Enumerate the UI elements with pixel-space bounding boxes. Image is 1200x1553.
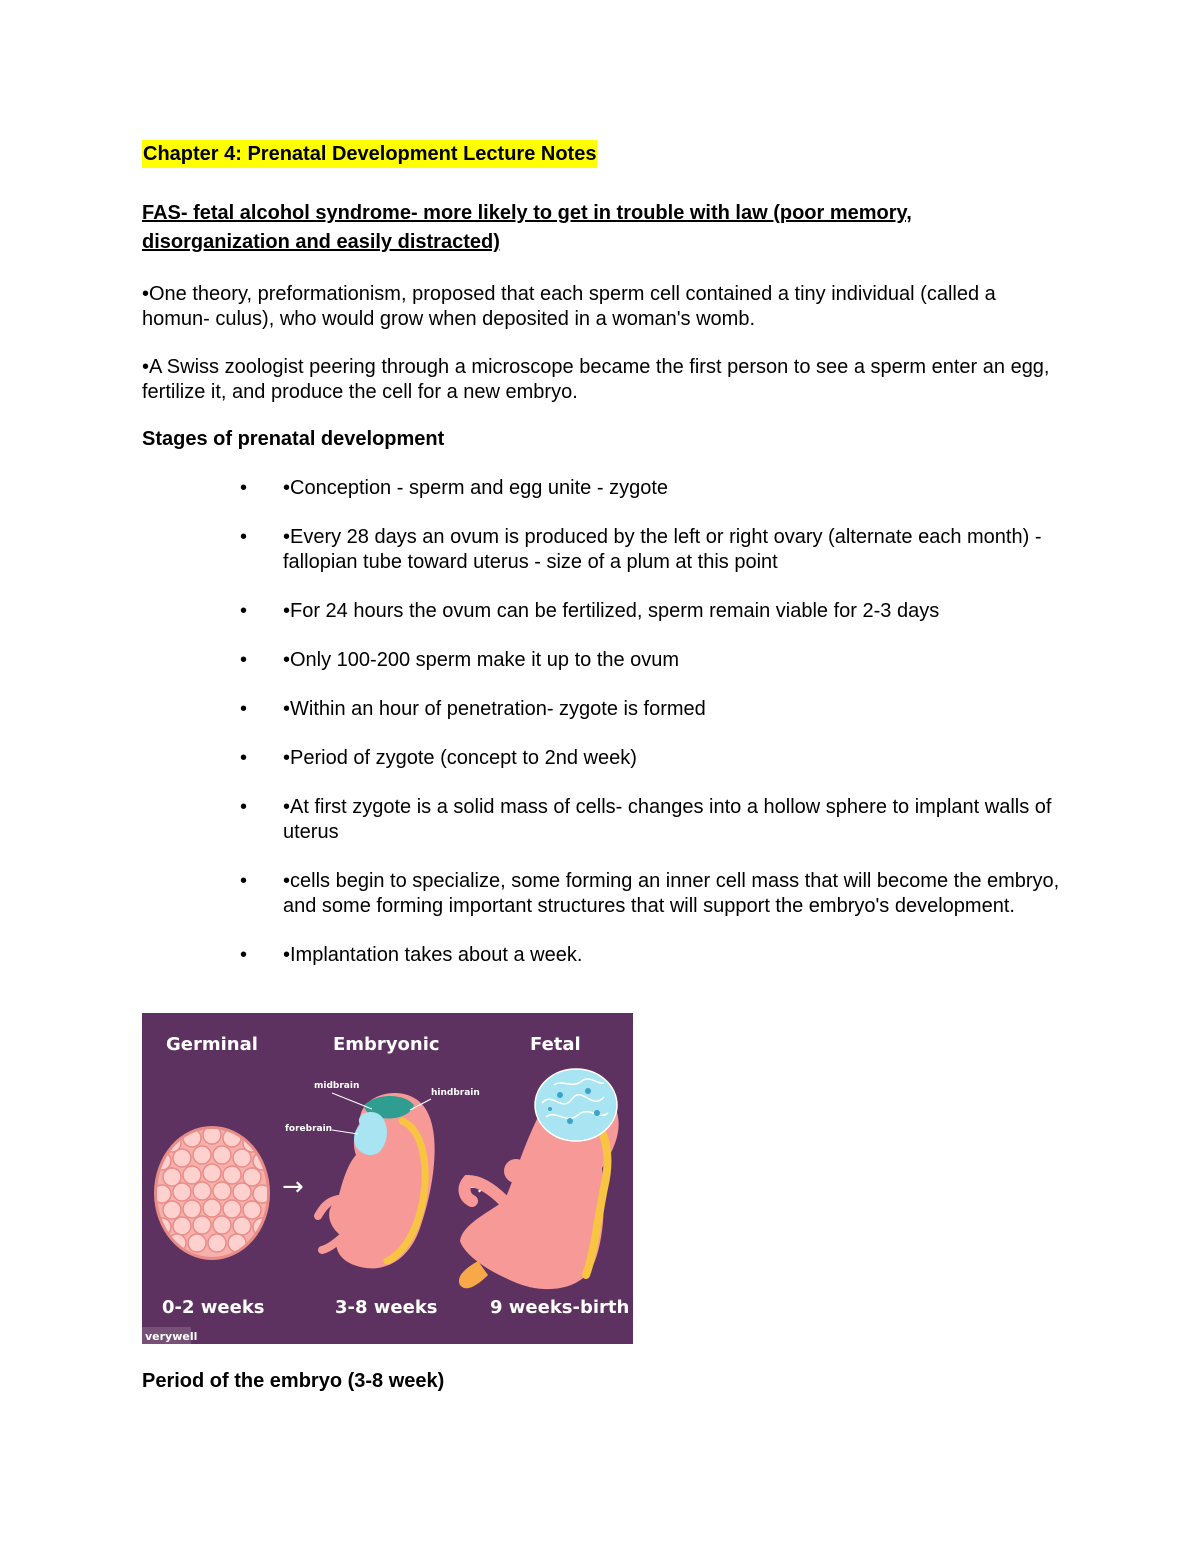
title-wrap: [142, 140, 597, 168]
list-item: [240, 746, 1060, 771]
bullet-glyph: •: [240, 649, 248, 671]
bullet-glyph: •: [240, 526, 248, 548]
list-item-text: •Implantation takes about a week.: [283, 944, 583, 966]
list-item: [240, 476, 1060, 501]
brand-logo: verywell: [145, 1330, 198, 1343]
list-item: [240, 795, 1060, 845]
paragraph-swiss-zoologist: •A Swiss zoologist peering through a microscope became the first person to see a sperm enter an egg, fertilize it, and produce the cell for a new embryo.: [142, 356, 1050, 403]
label-hindbrain: hindbrain: [431, 1088, 480, 1098]
label-midbrain: midbrain: [314, 1081, 360, 1091]
stages-bullet-list: [240, 476, 1060, 992]
stage-title-fetal: Fetal: [530, 1034, 581, 1055]
list-item: [240, 648, 1060, 673]
duration-embryonic: 3-8 weeks: [335, 1297, 438, 1318]
page-title: Chapter 4: Prenatal Development Lecture Notes: [142, 140, 597, 168]
list-item-text: •Every 28 days an ovum is produced by the left or right ovary (alternate each month) - fallopian tube toward uterus - size of a plum at this point: [283, 526, 1042, 573]
stage-title-embryonic: Embryonic: [333, 1034, 440, 1055]
list-item-text: •Conception - sperm and egg unite - zygote: [283, 477, 668, 499]
arrow-icon: →: [282, 1172, 304, 1202]
bullet-glyph: •: [240, 600, 248, 622]
fas-heading: FAS- fetal alcohol syndrome- more likely to get in trouble with law (poor memory, disorganization and easily distracted): [142, 202, 912, 253]
paragraph-preformationism: •One theory, preformationism, proposed that each sperm cell contained a tiny individual (called a homun- culus), who would grow when deposited in a woman's womb.: [142, 283, 996, 330]
list-item: [240, 697, 1060, 722]
list-item: [240, 869, 1060, 919]
bullet-glyph: •: [240, 796, 248, 818]
list-item-text: •At first zygote is a solid mass of cells- changes into a hollow sphere to implant walls of uterus: [283, 796, 1052, 843]
duration-fetal: 9 weeks-birth: [490, 1297, 630, 1318]
label-forebrain: forebrain: [285, 1124, 333, 1134]
list-item-text: •Only 100-200 sperm make it up to the ovum: [283, 649, 680, 671]
section-heading-embryo: Period of the embryo (3-8 week): [142, 1370, 445, 1392]
list-item: [240, 943, 1060, 968]
arrow-icon: →: [464, 1172, 486, 1202]
bullet-glyph: •: [240, 698, 248, 720]
bullet-glyph: •: [240, 870, 248, 892]
list-item-text: •For 24 hours the ovum can be fertilized, sperm remain viable for 2-3 days: [283, 600, 940, 622]
list-item: [240, 599, 1060, 624]
list-item-text: •Within an hour of penetration- zygote is formed: [283, 698, 706, 720]
prenatal-stages-figure: [142, 1013, 633, 1344]
list-item-text: •cells begin to specialize, some forming an inner cell mass that will become the embryo, and some forming important structures that will support the embryo's development.: [283, 870, 1060, 917]
list-item-text: •Period of zygote (concept to 2nd week): [283, 747, 637, 769]
zygote-icon: [153, 1126, 271, 1260]
bullet-glyph: •: [240, 747, 248, 769]
duration-germinal: 0-2 weeks: [162, 1297, 265, 1318]
list-item: [240, 525, 1060, 575]
section-heading-stages: Stages of prenatal development: [142, 428, 445, 450]
bullet-glyph: •: [240, 477, 248, 499]
bullet-glyph: •: [240, 944, 248, 966]
stage-title-germinal: Germinal: [166, 1034, 258, 1055]
